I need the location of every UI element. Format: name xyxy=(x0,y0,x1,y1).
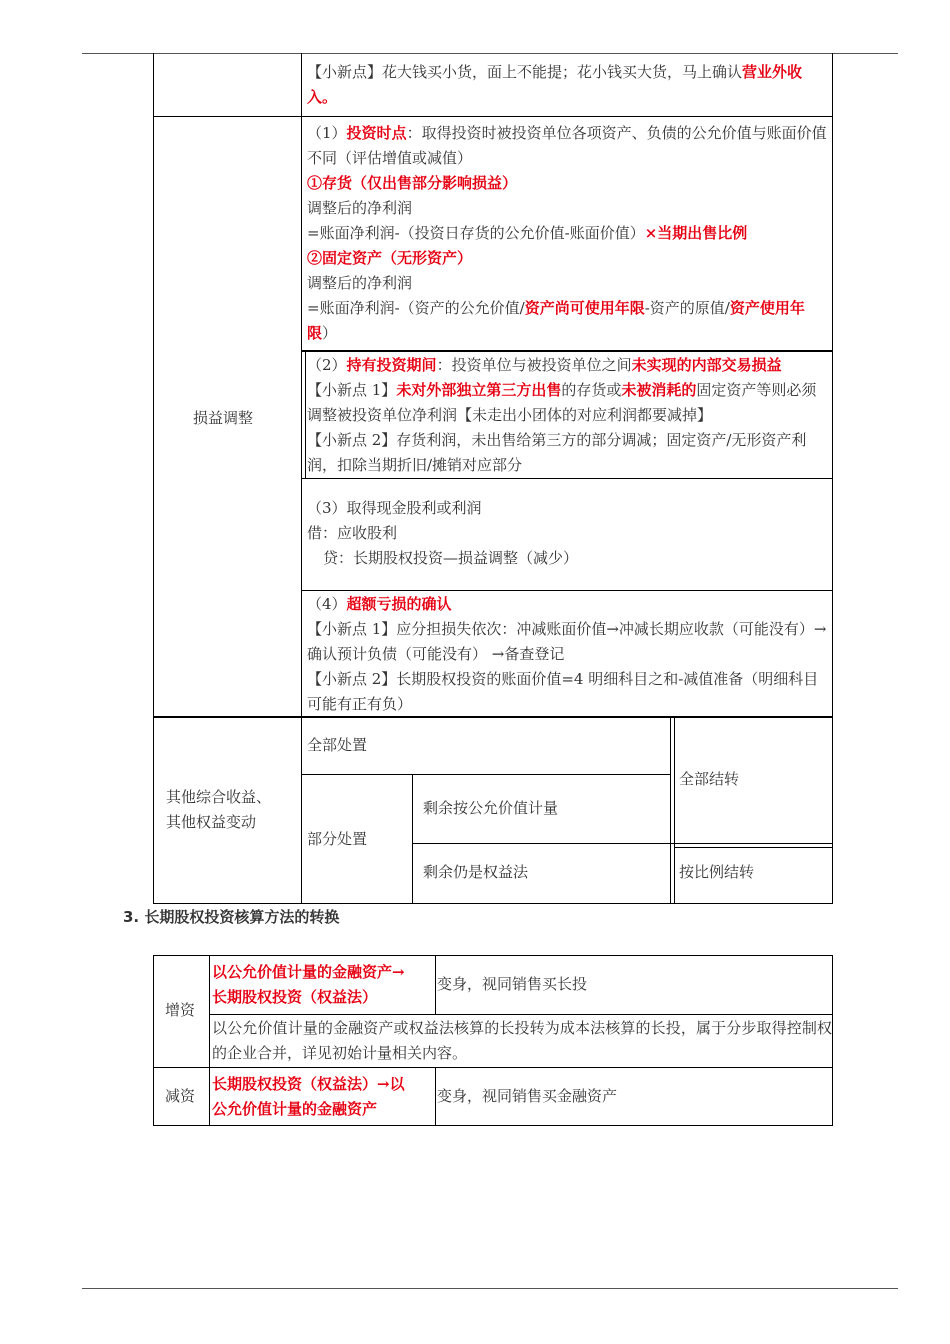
cell-divider-v xyxy=(670,718,671,904)
full-transfer: 全部结转 xyxy=(679,770,740,788)
cell-cash-dividend: （3）取得现金股利或利润 借：应收股利 贷：长期股权投资—损益调整（减少） xyxy=(307,499,579,567)
cell-divider-v xyxy=(412,774,413,904)
cell-divider xyxy=(301,478,833,479)
table2-col-divider xyxy=(209,955,210,1126)
cell-divider xyxy=(301,350,833,352)
note-row-0: 【小新点】花大钱买小货，面上不能提；花小钱买大货，马上确认营业外收入。 xyxy=(307,63,803,106)
cell-holding-period: （2）持有投资期间：投资单位与被投资单位之间未实现的内部交易损益 【小新点 1】未对外部独立第三方出售的存货或未被消耗的固定资产等则必须调整被投资单位净利润【未走出小团体的对应利润都要减掉】 【小新点 2】存货利润，未出售给第三方的部分调减；固定资产/无形资产利润，扣除当期折旧/摊销对应部分 xyxy=(307,356,817,474)
cell-excess-loss: （4）超额亏损的确认 【小新点 1】应分担损失依次：冲减账面价值→冲减长期应收款（可能没有）→确认预计负债（可能没有） →备查登记 【小新点 2】长期股权投资的账面价值=4 明细科目之和-减值准备（明细科目可能有正有负） xyxy=(307,595,827,713)
cell-divider xyxy=(301,774,671,775)
remaining-fair-value: 剩余按公允价值计量 xyxy=(423,799,559,817)
increase-note: 以公允价值计量的金融资产或权益法核算的长投转为成本法核算的长投，属于分步取得控制权的企业合并，详见初始计量相关内容。 xyxy=(212,1019,832,1062)
decrease-description: 变身，视同销售买金融资产 xyxy=(437,1087,618,1105)
proportional-transfer: 按比例结转 xyxy=(679,863,755,881)
table2-row-divider xyxy=(209,1014,833,1015)
decrease-title: 长期股权投资（权益法）→以 公允价值计量的金融资产 xyxy=(212,1075,405,1118)
table-border-bottom xyxy=(153,903,833,904)
cell-investment-time: （1）投资时点：取得投资时被投资单位各项资产、负债的公允价值与账面价值不同（评估增值或减值） ①存货（仅出售部分影响损益） 调整后的净利润 =账面净利润-（投资日存货的公允价值-账面价值）×当期出售比例 ②固定资产（无形资产） 调整后的净利润 =账面净利润-（资产的公允价值/资产尚可使用年限-资产的原值/资产使用年限） xyxy=(307,124,827,342)
table2-col-divider xyxy=(435,955,436,1015)
section-heading: 3. 长期股权投资核算方法的转换 xyxy=(123,908,340,926)
increase-title: 以公允价值计量的金融资产→ 长期股权投资（权益法） xyxy=(212,963,405,1006)
row-divider xyxy=(153,116,833,117)
row-label-oci: 其他综合收益、 其他权益变动 xyxy=(166,788,272,831)
cell-divider xyxy=(412,843,833,844)
full-disposal: 全部处置 xyxy=(307,736,368,754)
cell-divider xyxy=(674,847,833,848)
cell-inner-border xyxy=(305,350,306,478)
increase-description: 变身，视同销售买长投 xyxy=(437,975,588,993)
cell-divider xyxy=(301,590,833,591)
header-rule xyxy=(82,53,898,54)
footer-rule xyxy=(82,1288,898,1289)
increase-label: 增资 xyxy=(165,1001,196,1019)
decrease-label: 减资 xyxy=(165,1087,196,1105)
table-border-left xyxy=(153,53,154,904)
table2-row-divider xyxy=(153,1067,833,1068)
row-label-profit-adjustment: 损益调整 xyxy=(193,409,254,427)
cell-divider-v xyxy=(674,718,675,904)
partial-disposal: 部分处置 xyxy=(307,830,368,848)
remaining-equity-method: 剩余仍是权益法 xyxy=(423,863,529,881)
table2-col-divider xyxy=(435,1068,436,1126)
